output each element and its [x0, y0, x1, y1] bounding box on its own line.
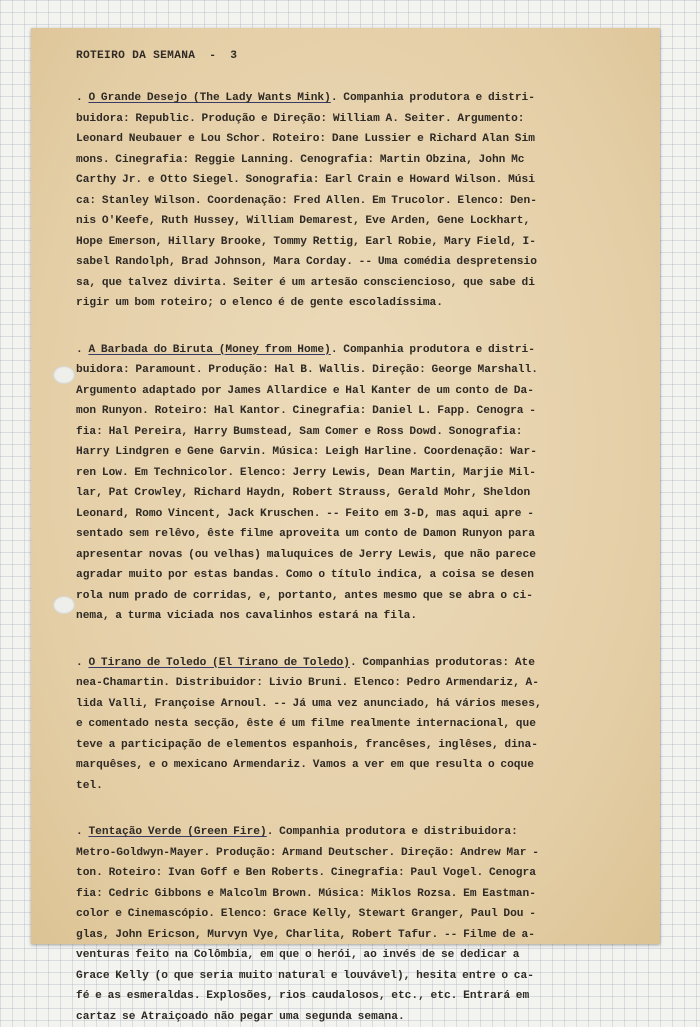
- entry-line: Leonard Neubauer e Lou Schor. Roteiro: Dane Lussier e Richard Alan Sim: [76, 129, 638, 150]
- entry-line: ca: Stanley Wilson. Coordenação: Fred Allen. Em Trucolor. Elenco: Den-: [76, 191, 638, 212]
- punch-hole: [53, 366, 75, 384]
- entry-line: color e Cinemascópio. Elenco: Grace Kelly, Stewart Granger, Paul Dou -: [76, 904, 638, 925]
- entry-line: buidora: Paramount. Produção: Hal B. Wallis. Direção: George Marshall.: [76, 360, 638, 381]
- entry-line: lida Valli, Françoise Arnoul. -- Já uma vez anunciado, há vários meses,: [76, 694, 638, 715]
- entry-line: sentado sem relêvo, êste filme aproveita um conto de Damon Runyon para: [76, 524, 638, 545]
- entry-line: rola num prado de corridas, e, portanto, antes mesmo que se abra o ci-: [76, 586, 638, 607]
- entry-line: apresentar novas (ou velhas) maluquices de Jerry Lewis, que não parece: [76, 545, 638, 566]
- entry-line: venturas feito na Colômbia, em que o herói, ao invés de se dedicar a: [76, 945, 638, 966]
- entry-line: Argumento adaptado por James Allardice e Hal Kanter de um conto de Da-: [76, 381, 638, 402]
- entry-line: tel.: [76, 776, 638, 797]
- entry-line: Harry Lindgren e Gene Garvin. Música: Leigh Harline. Coordenação: War-: [76, 442, 638, 463]
- entry-line: rigir um bom roteiro; o elenco é de gente escoladíssima.: [76, 293, 638, 314]
- entry-line: sa, que talvez divirta. Seiter é um artesão consciencioso, que sabe di: [76, 273, 638, 294]
- entry-line: teve a participação de elementos espanhois, francêses, inglêses, dina-: [76, 735, 638, 756]
- entry-line: nea-Chamartin. Distribuidor: Livio Bruni. Elenco: Pedro Armendariz, A-: [76, 673, 638, 694]
- entry-line: ren Low. Em Technicolor. Elenco: Jerry Lewis, Dean Martin, Marjie Mil-: [76, 463, 638, 484]
- film-entry: [76, 88, 638, 314]
- entry-line: cartaz se Atraiçoado não pegar uma segunda semana.: [76, 1007, 638, 1027]
- punch-hole: [53, 596, 75, 614]
- film-title: Tentação Verde (Green Fire): [88, 826, 266, 838]
- entry-line: sabel Randolph, Brad Johnson, Mara Corday. -- Uma comédia despretensio: [76, 252, 638, 273]
- entry-line: fé e as esmeraldas. Explosões, rios caudalosos, etc., etc. Entrará em: [76, 986, 638, 1007]
- entry-line: glas, John Ericson, Murvyn Vye, Charlita, Robert Tafur. -- Filme de a-: [76, 925, 638, 946]
- entry-first-line-rest: . Companhia produtora e distribuidora:: [267, 826, 518, 838]
- entry-line: Carthy Jr. e Otto Siegel. Sonografia: Earl Crain e Howard Wilson. Músi: [76, 170, 638, 191]
- entry-line: . A Barbada do Biruta (Money from Home). Companhia produtora e distri-: [76, 340, 638, 361]
- film-entry: [76, 653, 638, 797]
- entry-line: Metro-Goldwyn-Mayer. Produção: Armand Deutscher. Direção: Andrew Mar -: [76, 843, 638, 864]
- entry-line: lar, Pat Crowley, Richard Haydn, Robert Strauss, Gerald Mohr, Sheldon: [76, 483, 638, 504]
- entry-line: mons. Cinegrafia: Reggie Lanning. Cenografia: Martin Obzina, John Mc: [76, 150, 638, 171]
- entry-line: Hope Emerson, Hillary Brooke, Tommy Rettig, Earl Robie, Mary Field, I-: [76, 232, 638, 253]
- entry-line: ton. Roteiro: Ivan Goff e Ben Roberts. Cinegrafia: Paul Vogel. Cenogra: [76, 863, 638, 884]
- entry-line: Grace Kelly (o que seria muito natural e louvável), hesita entre o ca-: [76, 966, 638, 987]
- typewritten-page: [31, 28, 660, 944]
- entry-line: . O Tirano de Toledo (El Tirano de Toledo). Companhias produtoras: Ate: [76, 653, 638, 674]
- entry-first-line-rest: . Companhia produtora e distri-: [331, 92, 535, 104]
- entry-line: mon Runyon. Roteiro: Hal Kantor. Cinegrafia: Daniel L. Fapp. Cenogra -: [76, 401, 638, 422]
- entry-line: nis O'Keefe, Ruth Hussey, William Demarest, Eve Arden, Gene Lockhart,: [76, 211, 638, 232]
- film-entry: [76, 822, 638, 1027]
- entry-line: fia: Cedric Gibbons e Malcolm Brown. Música: Miklos Rozsa. Em Eastman-: [76, 884, 638, 905]
- film-entry: [76, 340, 638, 627]
- entry-line: . O Grande Desejo (The Lady Wants Mink). Companhia produtora e distri-: [76, 88, 638, 109]
- entry-line: buidora: Republic. Produção e Direção: William A. Seiter. Argumento:: [76, 109, 638, 130]
- entry-first-line-rest: . Companhias produtoras: Ate: [350, 657, 535, 669]
- entry-line: fia: Hal Pereira, Harry Bumstead, Sam Comer e Ross Dowd. Sonografia:: [76, 422, 638, 443]
- entry-line: . Tentação Verde (Green Fire). Companhia produtora e distribuidora:: [76, 822, 638, 843]
- entry-line: nema, a turma viciada nos cavalinhos estará na fila.: [76, 606, 638, 627]
- film-title: A Barbada do Biruta (Money from Home): [88, 344, 330, 356]
- entry-line: e comentado nesta secção, êste é um filme realmente internacional, que: [76, 714, 638, 735]
- entry-line: marquêses, e o mexicano Armendariz. Vamos a ver em que resulta o coque: [76, 755, 638, 776]
- page-header: ROTEIRO DA SEMANA - 3: [76, 50, 638, 62]
- film-title: O Grande Desejo (The Lady Wants Mink): [88, 92, 330, 104]
- entry-line: Leonard, Romo Vincent, Jack Kruschen. -- Feito em 3-D, mas aqui apre -: [76, 504, 638, 525]
- entry-first-line-rest: . Companhia produtora e distri-: [331, 344, 535, 356]
- film-title: O Tirano de Toledo (El Tirano de Toledo): [88, 657, 350, 669]
- entry-line: agradar muito por estas bandas. Como o título indica, a coisa se desen: [76, 565, 638, 586]
- film-entries: [76, 88, 638, 1027]
